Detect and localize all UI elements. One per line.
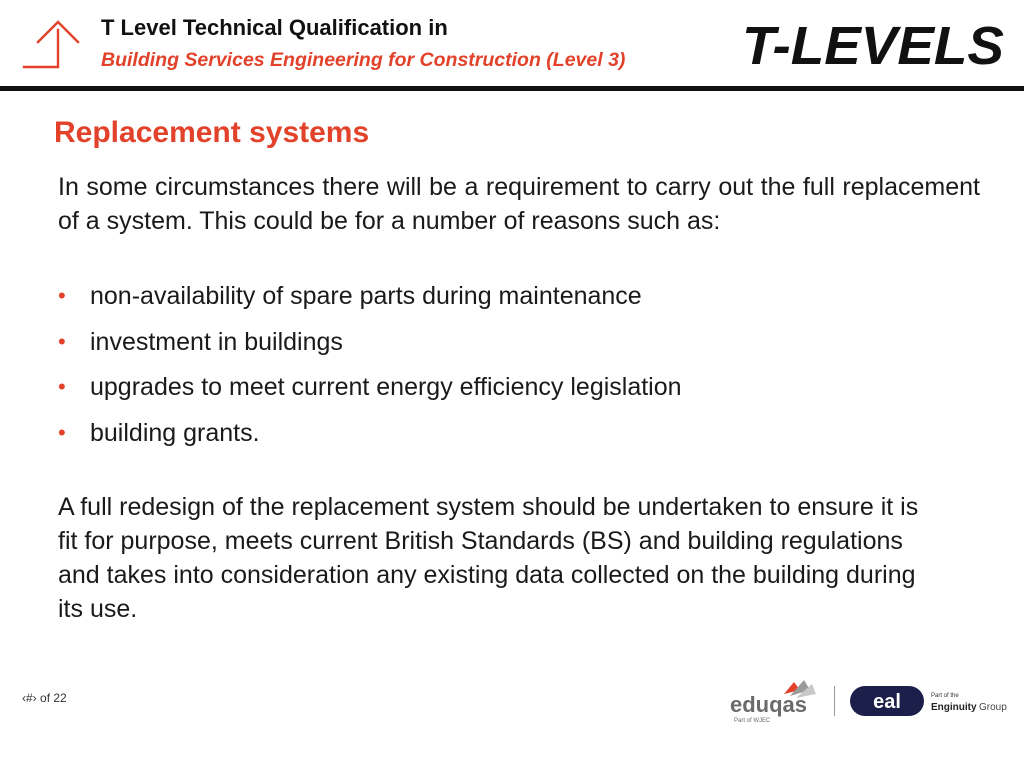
bullet-icon: • <box>58 328 66 354</box>
list-item-text: non-availability of spare parts during maintenance <box>90 282 642 310</box>
page-marker: ‹#› <box>22 691 37 705</box>
svg-text:Enginuity: Enginuity <box>931 702 977 713</box>
svg-text:Part of the: Part of the <box>931 693 959 699</box>
svg-text:T-LEVELS: T-LEVELS <box>742 16 1004 74</box>
eduqas-logo <box>730 676 822 724</box>
bullet-icon: • <box>58 374 66 399</box>
list-item-text: upgrades to meet current energy efficiency legislation <box>90 373 682 401</box>
bullet-icon: • <box>58 283 66 308</box>
header-divider <box>0 86 1024 91</box>
svg-text:Group: Group <box>979 702 1007 713</box>
list-item-text: building grants. <box>90 418 260 447</box>
list-item <box>58 278 958 324</box>
course-subtitle: Building Services Engineering for Construction (Level 3) <box>101 49 626 71</box>
reasons-list <box>58 278 958 460</box>
logo-divider <box>834 686 835 716</box>
list-item-text: investment in buildings <box>90 327 343 356</box>
header <box>0 0 1024 86</box>
enginuity-group-logo <box>930 689 1010 717</box>
list-item <box>58 324 958 370</box>
eal-logo <box>850 686 928 716</box>
page-number <box>22 691 67 705</box>
intro-paragraph: In some circumstances there will be a requirement to carry out the full replacement of a system. This could be for a number of reasons such as: <box>58 173 980 235</box>
list-item <box>58 415 958 461</box>
svg-text:Part of WJEC: Part of WJEC <box>734 718 771 724</box>
up-arrow-logo-icon <box>20 16 80 72</box>
t-levels-logo <box>740 14 1006 74</box>
closing-paragraph: A full redesign of the replacement system should be undertaken to ensure it is fit for purpose, meets current British Standards (BS) and building regulations and takes into consideration any existing data collected on the building during its use. <box>58 493 919 623</box>
svg-text:eduqas: eduqas <box>730 692 808 717</box>
page-total: of 22 <box>40 691 67 705</box>
svg-text:eal: eal <box>873 691 901 713</box>
list-item <box>58 369 958 415</box>
bullet-icon: • <box>58 419 66 445</box>
course-title: T Level Technical Qualification in <box>101 15 448 40</box>
slide-heading: Replacement systems <box>54 116 370 149</box>
